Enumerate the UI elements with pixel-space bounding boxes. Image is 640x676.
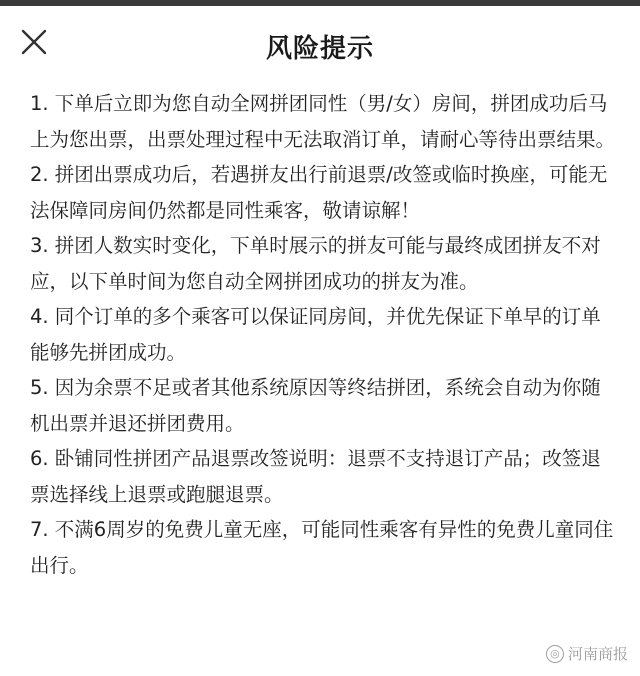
notice-item-6: 6. 卧铺同性拼团产品退票改签说明：退票不支持退订产品；改签退票选择线上退票或跑腿退票。 [30, 447, 601, 506]
dialog-header [0, 6, 640, 76]
watermark-logo-icon: ◎ [546, 645, 564, 663]
notice-item-4: 4. 同个订单的多个乘客可以保证同房间，并优先保证下单早的订单能够先拼团成功。 [30, 305, 601, 364]
notice-item-7: 7. 不满6周岁的免费儿童无座，可能同性乘客有异性的免费儿童同住出行。 [30, 518, 614, 577]
watermark-text: 河南商报 [567, 645, 628, 663]
notice-item-2: 2. 拼团出票成功后，若遇拼友出行前退票/改签或临时换座，可能无法保障同房间仍然都是同性乘客，敬请谅解！ [30, 163, 608, 222]
dialog-title: 风险提示 [265, 34, 374, 64]
notice-item-3: 3. 拼团人数实时变化，下单时展示的拼友可能与最终成团拼友不对应，以下单时间为您自动全网拼团成功的拼友为准。 [30, 234, 601, 293]
watermark [546, 643, 628, 664]
risk-notice-list [30, 86, 620, 583]
notice-item-1: 1. 下单后立即为您自动全网拼团同性（男/女）房间，拼团成功后马上为您出票，出票处理过程中无法取消订单，请耐心等待出票结果。 [30, 92, 616, 151]
notice-item-5: 5. 因为余票不足或者其他系统原因等终结拼团，系统会自动为你随机出票并退还拼团费用。 [30, 376, 601, 435]
